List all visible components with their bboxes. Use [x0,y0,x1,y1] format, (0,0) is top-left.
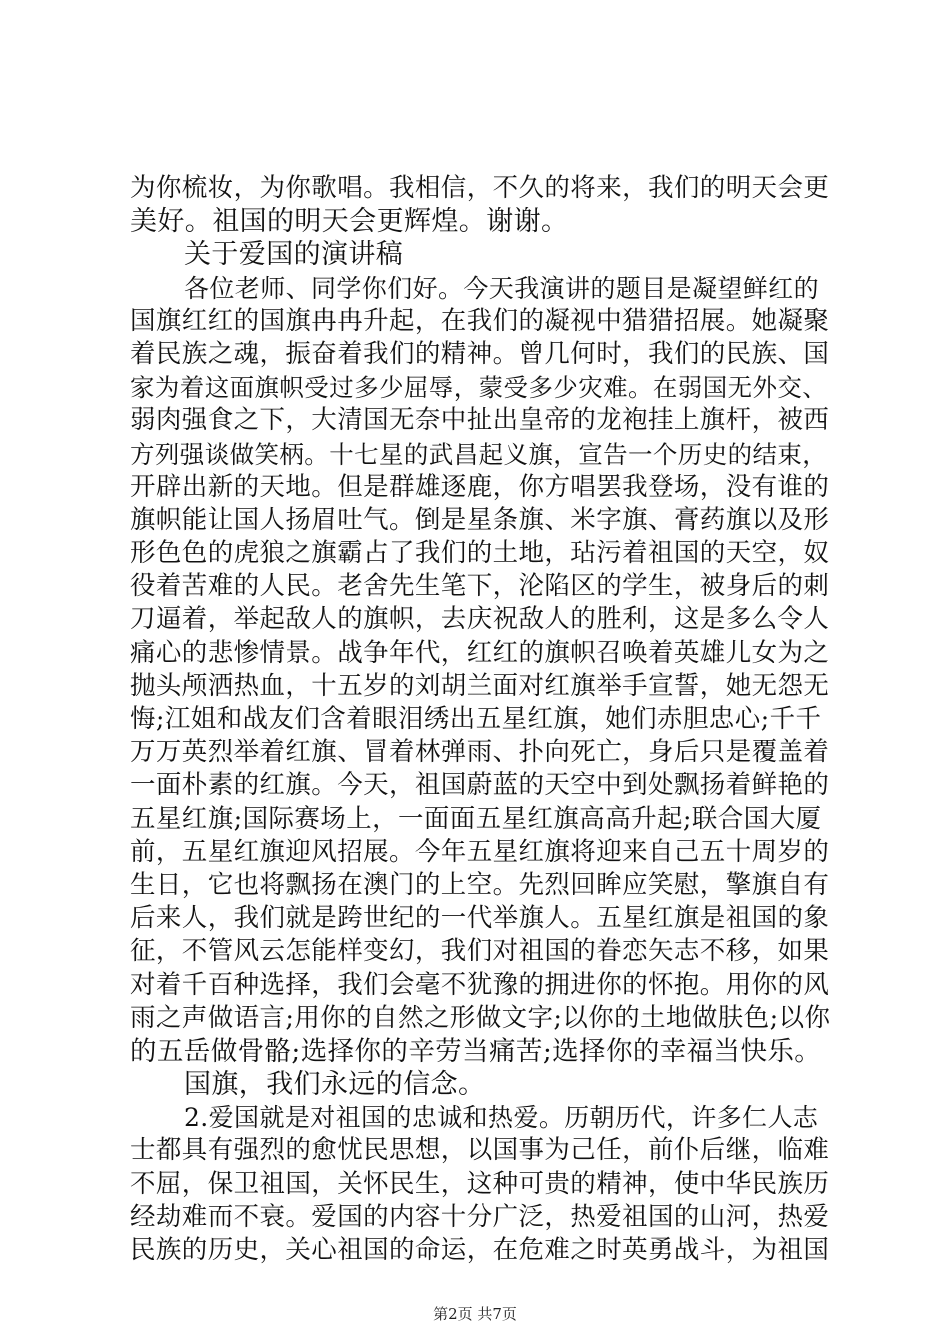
text-line: 一面朴素的红旗。今天，祖国蔚蓝的天空中到处飘扬着鲜艳的 [130,770,830,801]
text-line: 2.爱国就是对祖国的忠诚和热爱。历朝历代，许多仁人志 [184,1103,819,1133]
text-line: 旗帜能让国人扬眉吐气。倒是星条旗、米字旗、膏药旗以及形 [130,504,830,535]
text-line: 后来人，我们就是跨世纪的一代举旗人。五星红旗是祖国的象 [130,903,830,934]
text-line: 抛头颅洒热血，十五岁的刘胡兰面对红旗举手宣誓，她无怨无 [130,670,830,701]
text-line: 痛心的悲惨情景。战争年代，红红的旗帜召唤着英雄儿女为之 [130,637,830,668]
text-line: 开辟出新的天地。但是群雄逐鹿，你方唱罢我登场，没有谁的 [130,471,830,502]
text-line: 对着千百种选择，我们会毫不犹豫的拥进你的怀抱。用你的风 [130,969,830,1000]
document-body [130,172,830,1267]
text-line: 美好。祖国的明天会更辉煌。谢谢。 [130,206,569,238]
text-line: 方列强谈做笑柄。十七星的武昌起义旗，宣告一个历史的结束， [130,439,828,469]
document-heading: 关于爱国的演讲稿 [184,239,404,271]
text-line: 前，五星红旗迎风招展。今年五星红旗将迎来自己五十周岁的 [130,836,830,867]
text-line: 刀逼着，举起敌人的旗帜，去庆祝敌人的胜利，这是多么令人 [130,604,830,635]
text-line: 士都具有强烈的愈忧民思想，以国事为己任，前仆后继，临难 [130,1135,830,1166]
page-number: 第2页 共7页 [433,1305,517,1323]
text-line: 着民族之魂，振奋着我们的精神。曾几何时，我们的民族、国 [130,338,830,369]
text-line: 征，不管风云怎能样变幻，我们对祖国的眷恋矢志不移，如果 [130,936,830,967]
text-line: 各位老师、同学你们好。今天我演讲的题目是凝望鲜红的 [184,273,820,303]
text-line: 的五岳做骨骼;选择你的辛劳当痛苦;选择你的幸福当快乐。 [130,1035,822,1067]
text-line: 雨之声做语言;用你的自然之形做文字;以你的土地做肤色;以你 [130,1002,831,1033]
text-line: 家为着这面旗帜受过多少屈辱，蒙受多少灾难。在弱国无外交、 [130,373,828,403]
text-line: 不屈，保卫祖国，关怀民生，这种可贵的精神，使中华民族历 [130,1168,830,1199]
text-line: 弱肉强食之下，大清国无奈中扯出皇帝的龙袍挂上旗杆，被西 [130,405,830,436]
text-line: 国旗，我们永远的信念。 [184,1069,486,1101]
text-line: 悔;江姐和战友们含着眼泪绣出五星红旗，她们赤胆忠心;千千 [130,704,822,734]
text-line: 万万英烈举着红旗、冒着林弹雨、扑向死亡，身后只是覆盖着 [130,737,830,768]
text-line: 国旗红红的国旗冉冉升起，在我们的凝视中猎猎招展。她凝聚 [130,305,830,336]
text-line: 为你梳妆，为你歌唱。我相信，不久的将来，我们的明天会更 [130,173,830,203]
text-line: 五星红旗;国际赛场上，一面面五星红旗高高升起;联合国大厦 [130,803,822,834]
text-line: 生日，它也将飘扬在澳门的上空。先烈回眸应笑慰，擎旗自有 [130,869,830,900]
text-line: 形色色的虎狼之旗霸占了我们的土地，玷污着祖国的天空，奴 [130,538,830,569]
text-line: 役着苦难的人民。老舍先生笔下，沦陷区的学生，被身后的刺 [130,571,830,602]
text-line: 经劫难而不衰。爱国的内容十分广泛，热爱祖国的山河，热爱 [130,1201,830,1232]
text-line: 民族的历史，关心祖国的命运，在危难之时英勇战斗，为祖国 [130,1235,830,1265]
